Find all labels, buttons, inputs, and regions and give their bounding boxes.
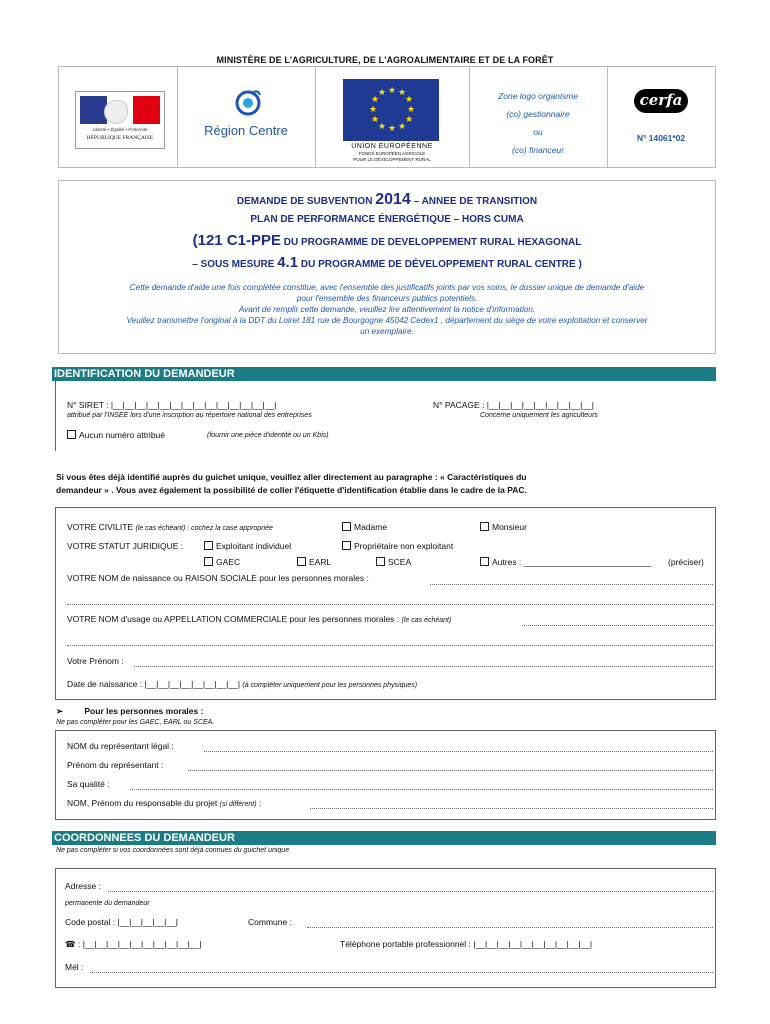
title-year: 2014 xyxy=(375,191,411,208)
scea-label: SCEA xyxy=(388,557,412,567)
proprietaire-label: Propriétaire non exploitant xyxy=(354,541,454,551)
title-4b: DU PROGRAMME DE DÉVELOPPEMENT RURAL CENTRE ) xyxy=(300,259,582,270)
intro-line-5: un exemplaire. xyxy=(360,327,414,336)
no-number-option xyxy=(67,430,165,440)
intro-text xyxy=(63,282,711,337)
autres-checkbox[interactable] xyxy=(480,557,489,566)
region-logo-cell xyxy=(177,67,316,167)
title-3b: DU PROGRAMME DE DEVELOPPEMENT RURAL HEXAGONAL xyxy=(283,237,582,248)
title-1b: – ANNEE DE TRANSITION xyxy=(413,196,538,207)
svg-text:★: ★ xyxy=(398,87,407,97)
monsieur-label: Monsieur xyxy=(492,522,527,532)
pacage-label-text: N° PACAGE : xyxy=(433,400,485,410)
responsable-note: (si différent) xyxy=(219,801,257,808)
prenom-label: Votre Prénom : xyxy=(67,656,124,666)
nom-naissance-input-2[interactable] xyxy=(67,604,713,605)
civilite-label: VOTRE CIVILITE xyxy=(67,522,134,532)
title-line-1 xyxy=(59,191,715,209)
region-name: Région Centre xyxy=(204,123,288,138)
responsable-colon: : xyxy=(258,798,262,808)
title-line-4 xyxy=(59,254,715,271)
rf-name: RÉPUBLIQUE FRANÇAISE xyxy=(86,135,154,141)
portable-row xyxy=(340,939,592,949)
no-number-label: Aucun numéro attribué xyxy=(79,430,165,440)
zone-logo-cell xyxy=(469,67,608,167)
svg-text:★: ★ xyxy=(405,94,414,104)
svg-text:★: ★ xyxy=(388,85,397,95)
statut-label: VOTRE STATUT JURIDIQUE : xyxy=(67,541,184,551)
svg-text:★: ★ xyxy=(388,123,397,133)
zone-line-1: Zone logo organisme xyxy=(498,91,578,101)
marianne-flag-icon xyxy=(80,96,160,124)
telephone-row xyxy=(65,939,202,950)
pacage-input[interactable]: |__|__|__|__|__|__|__|__|__| xyxy=(486,400,594,410)
scea-checkbox[interactable] xyxy=(376,557,385,566)
morales-title-text: Pour les personnes morales : xyxy=(84,706,204,716)
nom-naissance-input[interactable] xyxy=(430,584,713,585)
form-number: N° 14061*02 xyxy=(636,133,686,143)
autres-label: Autres : xyxy=(492,557,522,567)
title-line-2: PLAN DE PERFORMANCE ÉNERGÉTIQUE – HORS CUMA xyxy=(250,214,524,225)
madame-label: Madame xyxy=(354,522,388,532)
no-number-checkbox[interactable] xyxy=(67,430,76,439)
zone-line-2: (co) gestionnaire xyxy=(506,109,570,119)
nom-naissance-label: VOTRE NOM de naissance ou RAISON SOCIALE pour les personnes morales : xyxy=(67,573,369,583)
eu-fund-1: FONDS EUROPÉEN AGRICOLE xyxy=(358,151,426,156)
civilite-note: (le cas échéant) : cochez la case appropriée xyxy=(135,525,273,532)
madame-checkbox[interactable] xyxy=(342,522,351,531)
portable-input[interactable]: |__|__|__|__|__|__|__|__|__|__| xyxy=(473,939,593,949)
cerfa-cell xyxy=(607,67,715,167)
responsable-input[interactable] xyxy=(310,808,713,809)
svg-text:★: ★ xyxy=(371,94,380,104)
commune-input[interactable] xyxy=(307,927,713,928)
logo-banner xyxy=(58,66,716,168)
telephone-colon: : xyxy=(77,939,81,949)
region-centre-logo-icon xyxy=(232,87,264,119)
responsable-row xyxy=(67,798,261,808)
title-3a: (121 C1-PPE xyxy=(192,232,281,249)
morales-title xyxy=(56,706,203,717)
exploitant-checkbox[interactable] xyxy=(204,541,213,550)
intro-line-4: Veuillez transmettre l'original à la DDT du Loiret 181 rue de Bourgogne 45042 Cedex1 , département du siège de votre exploitation et conserver xyxy=(126,316,648,325)
proprietaire-option xyxy=(342,541,453,551)
rep-prenom-label: Prénom du représentant : xyxy=(67,760,164,770)
code-postal-label: Code postal : xyxy=(65,917,116,927)
earl-label: EARL xyxy=(309,557,332,567)
coordonnees-note: Ne pas compléter si vos coordonnées sont déjà connues du guichet unique xyxy=(56,847,290,854)
autres-input[interactable]: ___________________________ xyxy=(523,557,652,567)
rf-logo-cell xyxy=(59,67,178,167)
svg-text:★: ★ xyxy=(378,121,387,131)
arrow-bullet-icon: ➢ xyxy=(56,706,64,716)
exploitant-option xyxy=(204,541,291,551)
portable-label: Téléphone portable professionnel : xyxy=(340,939,471,949)
code-postal-row xyxy=(65,917,178,927)
mel-label: Mél : xyxy=(65,962,84,972)
eu-name: UNION EUROPÉENNE xyxy=(351,143,433,150)
siret-note: attribué par l'INSEE lors d'une inscription au répertoire national des entreprises xyxy=(67,412,312,419)
gaec-checkbox[interactable] xyxy=(204,557,213,566)
madame-option xyxy=(342,522,387,532)
nom-usage-input-2[interactable] xyxy=(67,645,713,646)
cerfa-logo-icon xyxy=(634,89,688,113)
gaec-option xyxy=(204,557,240,567)
eu-logo-cell xyxy=(315,67,470,167)
qualite-label: Sa qualité : xyxy=(67,779,110,789)
svg-text:★: ★ xyxy=(407,104,416,114)
svg-text:★: ★ xyxy=(378,87,387,97)
rep-nom-label: NOM du représentant légal : xyxy=(67,741,174,751)
zone-line-4: (co) financeur xyxy=(512,145,564,155)
exploitant-label: Exploitant individuel xyxy=(216,541,292,551)
civilite-row xyxy=(67,522,273,532)
siret-input[interactable]: |__|__|__|__|__|__|__|__|__|__|__|__|__|__| xyxy=(110,400,277,410)
date-naissance-input[interactable]: |__|__|__|__|__|__|__|__| xyxy=(144,679,241,689)
rf-motto: Liberté • Égalité • Fraternité xyxy=(92,127,148,132)
morales-note: Ne pas compléter pour les GAEC, EARL ou SCEA. xyxy=(56,719,215,726)
nom-usage-row xyxy=(67,614,451,624)
rep-prenom-input[interactable] xyxy=(188,770,713,771)
preciser-label: (préciser) xyxy=(668,557,704,567)
autres-option xyxy=(480,557,651,567)
guichet-text-1: Si vous êtes déjà identifié auprès du guichet unique, veuillez aller directement au paragraphe : « Caractéristiques du xyxy=(56,472,527,482)
title-1a: DEMANDE DE SUBVENTION xyxy=(236,196,373,207)
monsieur-checkbox[interactable] xyxy=(480,522,489,531)
ministry-title: MINISTÈRE DE L'AGRICULTURE, DE L'AGROALIMENTAIRE ET DE LA FORÊT xyxy=(216,55,554,65)
responsable-label: NOM, Prénom du responsable du projet xyxy=(67,798,218,808)
eu-fund-2: POUR LE DÉVELOPPEMENT RURAL xyxy=(353,157,431,162)
adresse-note: permanente du demandeur xyxy=(65,900,150,907)
adresse-label: Adresse : xyxy=(65,881,101,891)
no-number-note: (fournir une pièce d'identité ou un Kbis) xyxy=(207,432,329,439)
cerfa-logo-text: cerfa xyxy=(639,91,683,109)
svg-text:★: ★ xyxy=(405,114,414,124)
siret-label-text: N° SIRET : xyxy=(67,400,109,410)
title-line-3 xyxy=(59,232,715,249)
section-coordonnees: COORDONNEES DU DEMANDEUR xyxy=(52,831,716,845)
zone-logo-text xyxy=(478,87,598,159)
monsieur-option xyxy=(480,522,527,532)
nom-usage-input[interactable] xyxy=(522,625,713,626)
pacage-label xyxy=(433,400,594,410)
intro-line-2: pour l'ensemble des financeurs publics potentiels. xyxy=(296,294,478,303)
section-identification: IDENTIFICATION DU DEMANDEUR xyxy=(52,367,716,381)
title-4a: – SOUS MESURE xyxy=(192,259,275,270)
qualite-input[interactable] xyxy=(130,789,713,790)
adresse-input[interactable] xyxy=(108,891,713,892)
title-box xyxy=(58,180,716,354)
date-naissance-row xyxy=(67,679,417,689)
date-naissance-label: Date de naissance : xyxy=(67,679,143,689)
telephone-input[interactable]: |__|__|__|__|__|__|__|__|__|__| xyxy=(82,939,202,949)
zone-line-3: ou xyxy=(533,127,543,137)
coordonnees-box xyxy=(55,868,716,988)
guichet-text-2: demandeur » . Vous avez également la possibilité de coller l'étiquette d'identification établie dans le cadre de la PAC. xyxy=(56,485,527,495)
earl-checkbox[interactable] xyxy=(297,557,306,566)
nom-usage-note: (le cas échéant) xyxy=(401,617,452,624)
telephone-icon: ☎ xyxy=(65,939,76,949)
eu-flag-icon xyxy=(343,79,439,141)
nom-usage-label: VOTRE NOM d'usage ou APPELLATION COMMERCIALE pour les personnes morales : xyxy=(67,614,400,624)
svg-text:★: ★ xyxy=(371,114,380,124)
code-postal-input[interactable]: |__|__|__|__|__| xyxy=(117,917,178,927)
svg-text:★: ★ xyxy=(398,121,407,131)
prenom-input[interactable] xyxy=(134,666,713,667)
gaec-label: GAEC xyxy=(216,557,241,567)
svg-text:★: ★ xyxy=(369,104,378,114)
siret-label xyxy=(67,400,276,410)
mel-input[interactable] xyxy=(90,972,713,973)
pacage-note: Concerne uniquement les agriculteurs xyxy=(480,412,598,419)
title-4num: 4.1 xyxy=(277,254,299,271)
rf-logo xyxy=(75,91,165,149)
scea-option xyxy=(376,557,411,567)
earl-option xyxy=(297,557,331,567)
rep-nom-input[interactable] xyxy=(204,751,713,752)
proprietaire-checkbox[interactable] xyxy=(342,541,351,550)
date-naissance-note: (à compléter uniquement pour les personnes physiques) xyxy=(242,682,418,689)
intro-line-3: Avant de remplir cette demande, veuillez lire attentivement la notice d'information. xyxy=(238,305,536,314)
commune-label: Commune : xyxy=(248,917,292,927)
intro-line-1: Cette demande d'aide une fois complétée constitue, avec l'ensemble des justificatifs joints par vos soins, le dossier unique de demande d'aide xyxy=(129,283,645,292)
